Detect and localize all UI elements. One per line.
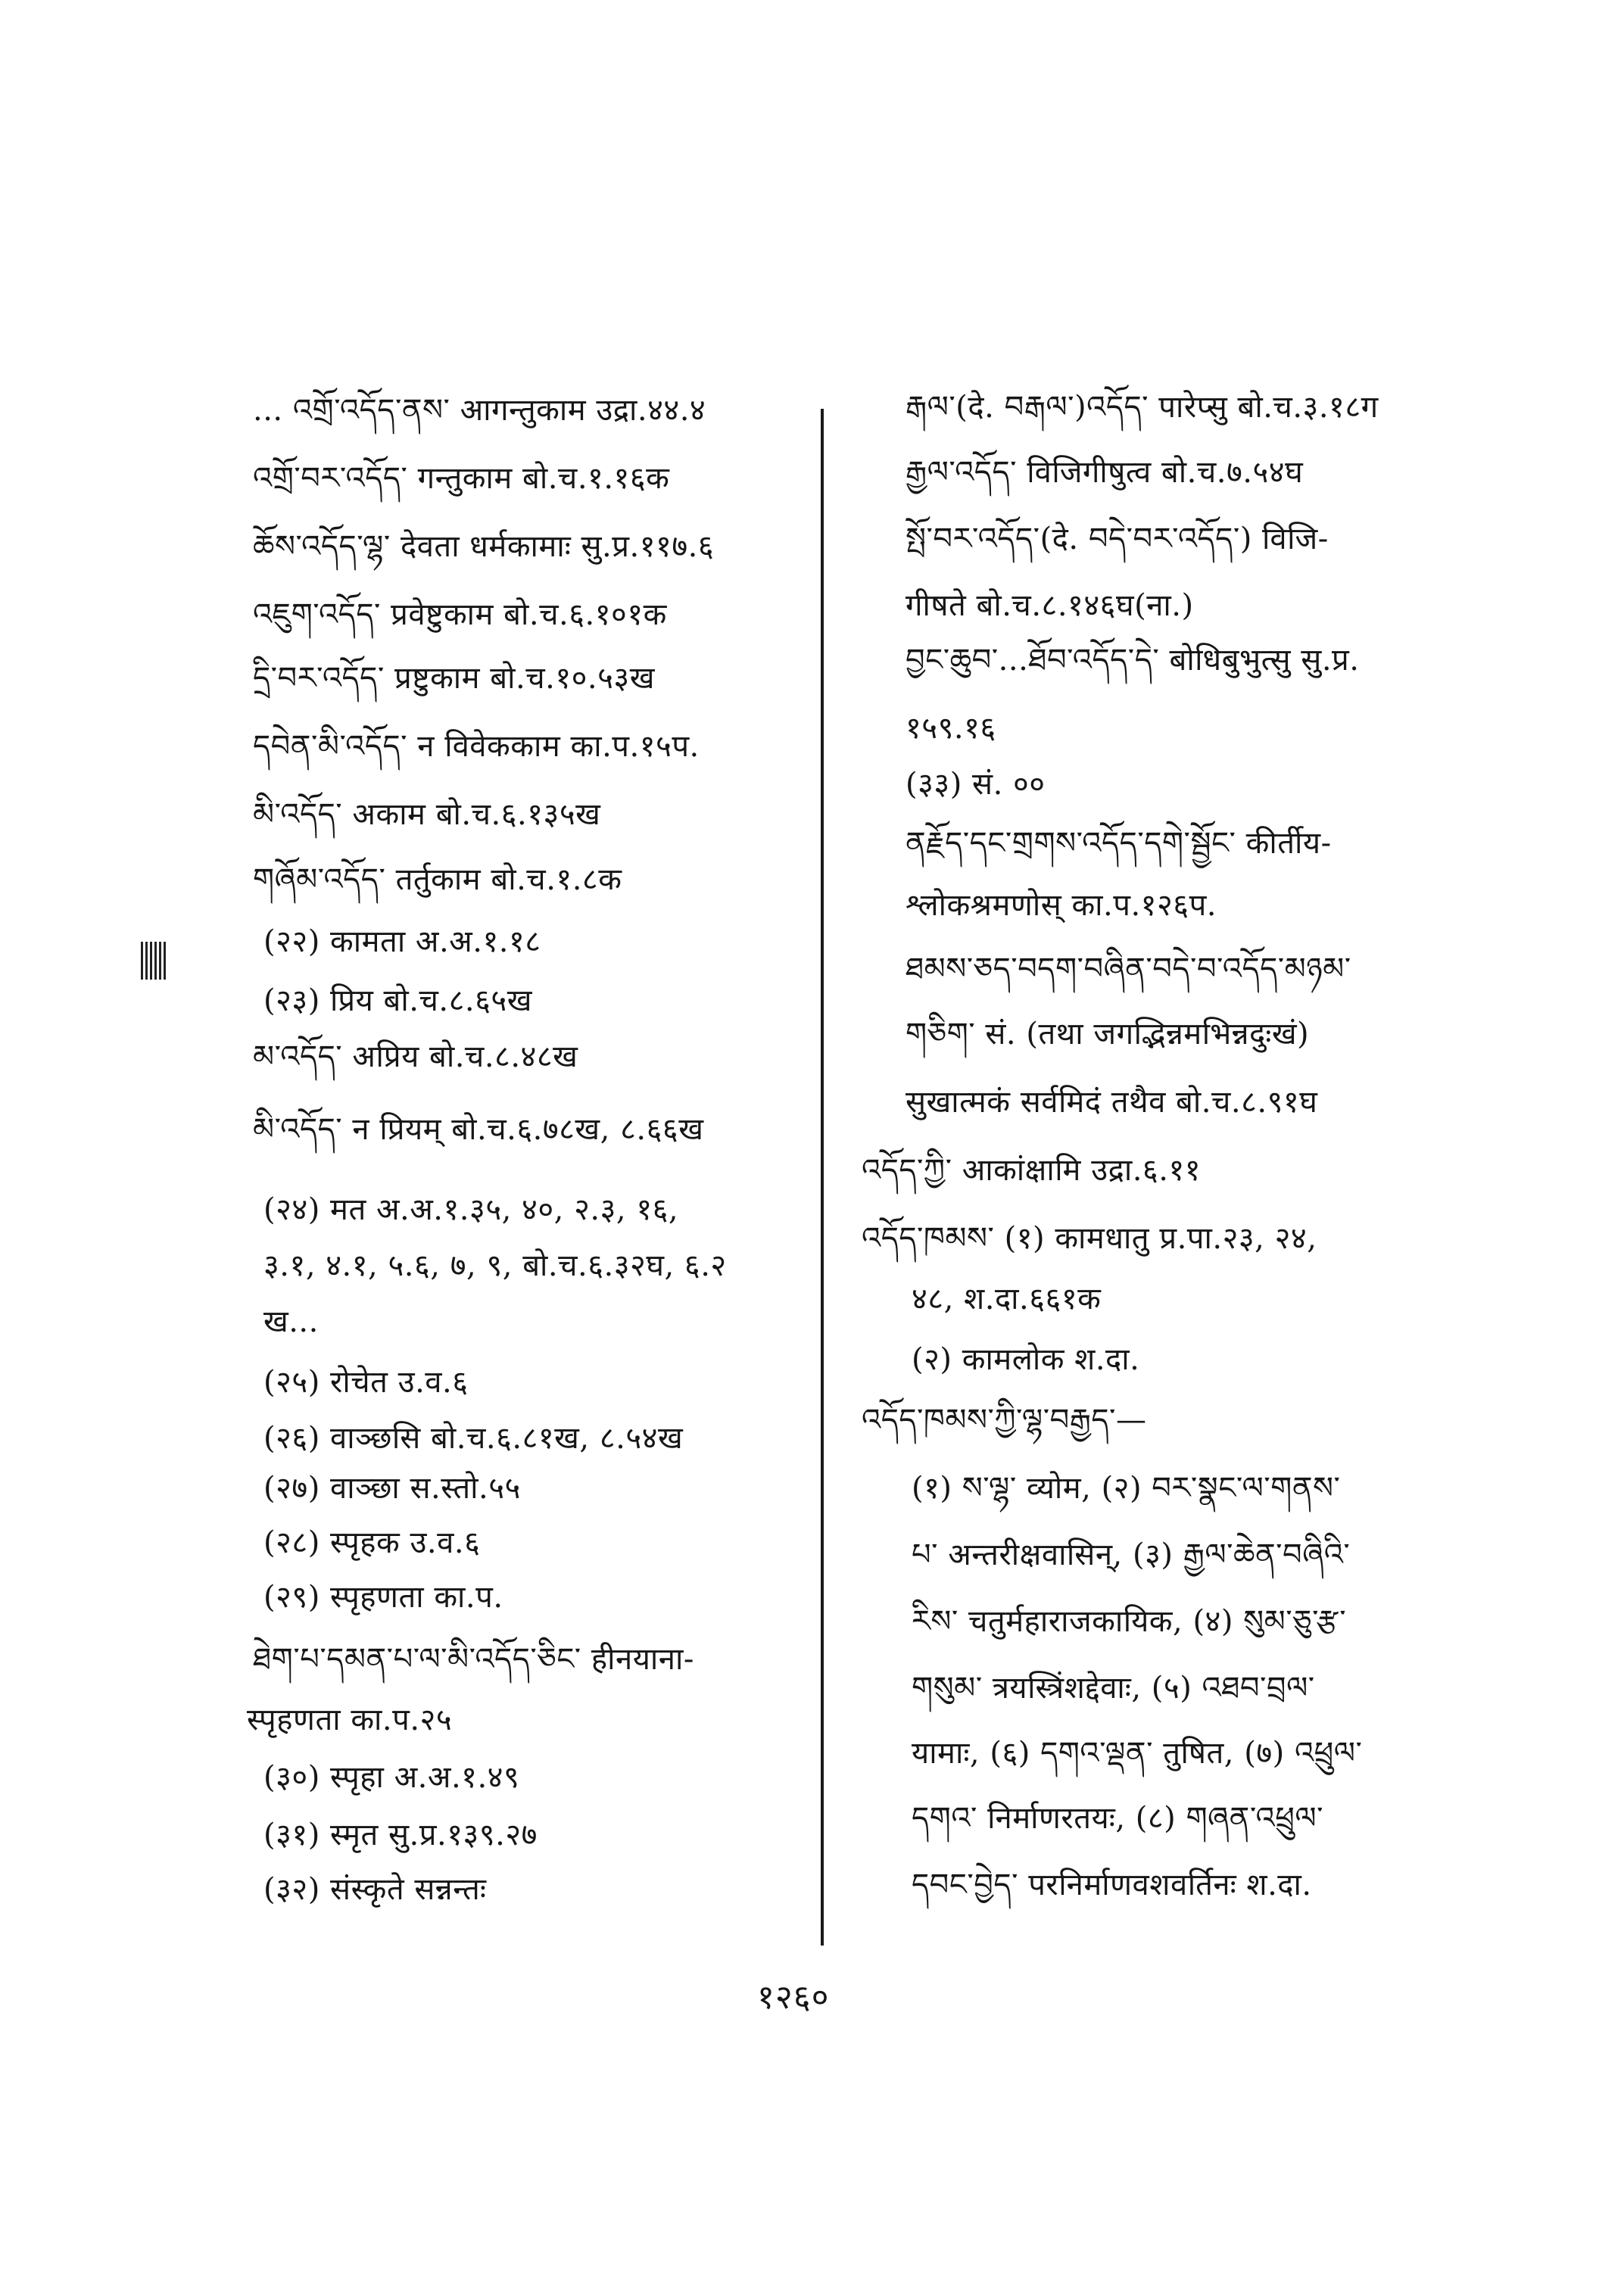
right-line: གཅིག་ सं. (तथा जगद्भिन्नमभिन्नदुःखं): [906, 1017, 1310, 1051]
left-line: དབེན་མི་འདོད་ न विवेककाम का.प.१५प.: [253, 729, 700, 764]
left-line: (२९) स्पृहणता का.प.: [263, 1580, 503, 1615]
left-line: ཆོས་འདོད་ལྷ་ देवता धर्मकामाः सु.प्र.११७.६: [253, 529, 715, 564]
right-line: सुखात्मकं सर्वमिदं तथैव बो.च.८.९१घ: [906, 1085, 1318, 1120]
left-line: (२५) रोचेत उ.व.६: [263, 1365, 469, 1400]
right-line: (२) कामलोक श.दा.: [912, 1342, 1140, 1377]
left-line: (३०) स्पृहा अ.अ.१.४९: [263, 1760, 520, 1795]
right-line: བྱང་ཆུབ་...ཐོབ་འདོད་དེ་ बोधिबुभुत्सु सु.प्र.: [906, 643, 1360, 678]
right-line: ཐམས་ཅད་བདག་བཞིན་བདེ་བ་འདོད་མཉམ་: [906, 952, 1351, 986]
right-line: རིས་ चतुर्महाराजकायिक, (४) སུམ་ཅུ་རྩ་: [912, 1604, 1347, 1639]
left-line: ख...: [263, 1304, 319, 1339]
left-line: (२६) वाञ्छसि बो.च.६.८१ख, ८.५४ख: [263, 1421, 684, 1456]
right-line: འདོད་ཁམས་ཀྱི་ལྷ་བརྒྱད་—: [862, 1403, 1147, 1438]
right-line: श्लोकश्रमणोस् का.प.१२६प.: [906, 888, 1217, 923]
right-line: १५९.१६: [906, 711, 996, 746]
right-line: यामाः, (६) དགའ་ལྡན་ तुषित, (७) འཕྲུལ་: [912, 1736, 1363, 1771]
left-line: (२३) प्रिय बो.च.८.६५ख: [263, 983, 532, 1018]
left-line: མ་འདོད་ अप्रिय बो.च.८.४८ख: [253, 1039, 578, 1074]
right-line: गीषते बो.च.८.१४६घ(ना.): [906, 588, 1194, 623]
left-line: (२७) वाञ्छा स.स्तो.५५: [263, 1471, 521, 1506]
left-line: स्पृहणता का.प.२५: [247, 1703, 453, 1737]
left-line: (३२) संस्कृते सन्नन्तः: [263, 1872, 487, 1907]
right-line: སྤོ་བར་འདོད་(दे. བདེ་བར་འདོད་) विजि-: [906, 522, 1329, 556]
right-line: དགའ་ निर्माणरतयः, (८) གཞན་འཕྲུལ་: [912, 1801, 1324, 1836]
right-line: པ་ अन्तरीक्षवासिन्, (३) རྒྱལ་ཆེན་བཞིའི་: [912, 1537, 1351, 1572]
right-line: རྒལ་(दे. བརྒལ་)འདོད་ पारेप्सु बो.च.३.१८ग: [906, 390, 1379, 425]
left-line: (२२) कामता अ.अ.१.१८: [263, 924, 541, 959]
left-line: (२८) स्पृहक उ.व.६: [263, 1525, 481, 1560]
left-line: ཐེག་པ་དམན་པ་ལ་མི་འདོད་ཅིང་ हीनयाना-: [253, 1642, 694, 1677]
right-line: (३३) सं. ००: [906, 767, 1046, 802]
right-line: གསུམ་ त्रयस्त्रिंशद्देवाः, (५) འཐབ་བྲལ་: [912, 1671, 1315, 1706]
left-line: (३१) स्मृत सु.प्र.१३९.२७: [263, 1818, 538, 1852]
right-line: འདོད་ཁམས་ (१) कामधातु प्र.पा.२३, २४,: [862, 1221, 1317, 1256]
left-line: གཞོམ་འདོད་ तर्तुकाम बो.च.१.८क: [253, 862, 622, 897]
left-line: འཇུག་འདོད་ प्रवेष्टुकाम बो.च.६.१०१क: [253, 597, 667, 632]
left-line: ... འགྲོ་འདོད་ནས་ आगन्तुकाम उद्रा.४४.४: [253, 393, 706, 428]
left-line: འགྲོ་བར་འདོད་ गन्तुकाम बो.च.१.१६क: [253, 461, 670, 496]
left-line: མི་འདོད་ अकाम बो.च.६.१३५ख: [253, 797, 601, 832]
left-line: ३.१, ४.१, ५.६, ७, ९, बो.च.६.३२घ, ६.२: [263, 1248, 727, 1283]
right-line: དབང་བྱེད་ परनिर्माणवशवर्तिनः श.दा.: [912, 1868, 1312, 1902]
right-line: རྒྱལ་འདོད་ विजिगीषुत्व बो.च.७.५४घ: [906, 455, 1304, 490]
right-line: ४८, श.दा.६६१क: [912, 1282, 1102, 1316]
right-line: (१) ས་ལྷ་ व्योम, (२) བར་སྣང་ལ་གནས་: [912, 1471, 1341, 1506]
right-line: ནརྗོད་དང་གྲགས་འདོད་དགེ་སྦྱོང་ कीर्तीय-: [906, 826, 1332, 861]
page-number: १२६०: [757, 1978, 830, 2017]
left-line: (२४) मत अ.अ.१.३५, ४०, २.३, १६,: [263, 1192, 679, 1227]
left-line: མི་འདོད་ न प्रियम् बो.च.६.७८ख, ८.६६ख: [253, 1112, 704, 1147]
left-line: དྲི་བར་འདོད་ प्रष्टुकाम बो.च.१०.५३ख: [253, 661, 655, 696]
right-line: འདོད་ཀྱི་ आकांक्षामि उद्रा.६.११: [862, 1153, 1202, 1188]
